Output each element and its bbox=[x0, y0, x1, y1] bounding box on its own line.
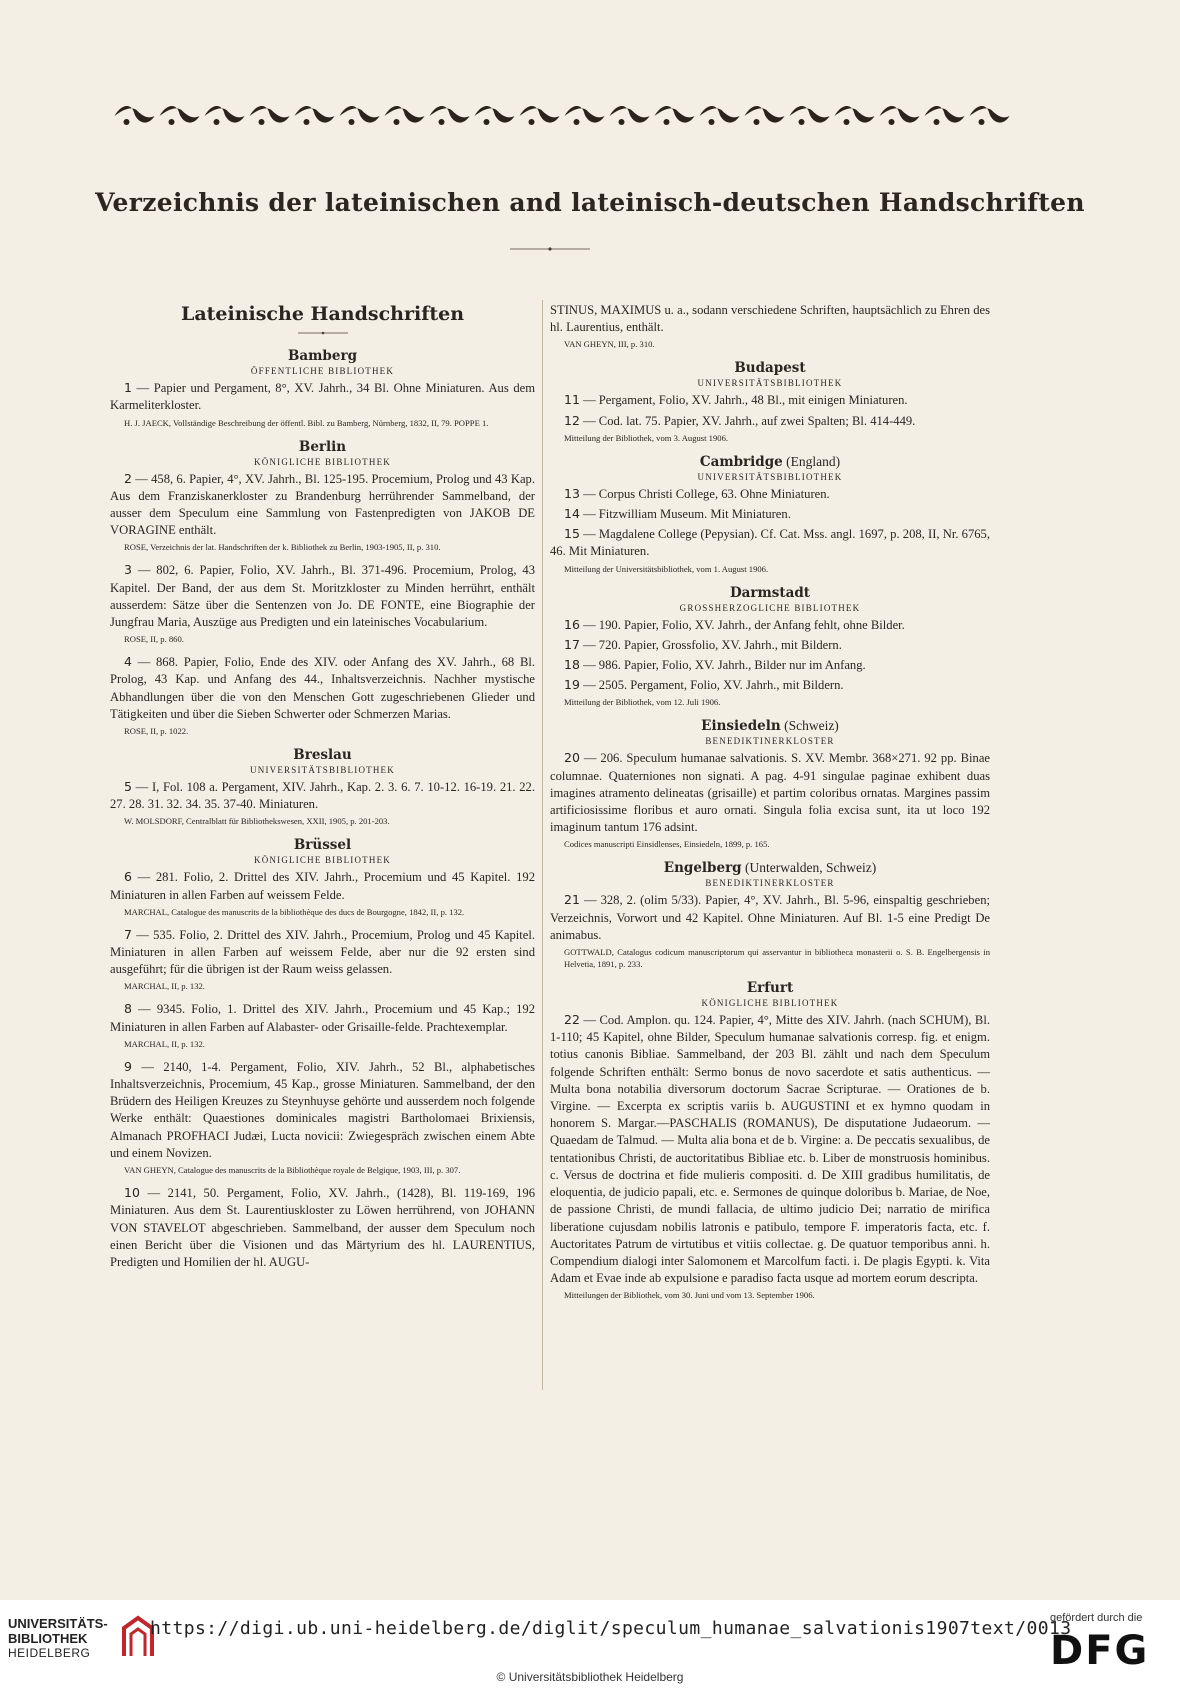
entry-number: 20 bbox=[564, 750, 580, 766]
entry-text: — 2505. Pergament, Folio, XV. Jahrh., mit Bildern. bbox=[583, 678, 844, 693]
entry-number: 7 bbox=[124, 926, 132, 942]
entry-reference: W. MOLSDORF, Centralblatt für Bibliothekswesen, XXII, 1905, p. 201-203. bbox=[124, 816, 390, 827]
manuscript-entry bbox=[110, 1058, 535, 1162]
institution-name: KÖNIGLICHE BIBLIOTHEK bbox=[701, 998, 839, 1009]
entry-text: — Cod. lat. 75. Papier, XV. Jahrh., auf zwei Spalten; Bl. 414-449. bbox=[583, 413, 916, 428]
institution-name: UNIVERSITÄTSBIBLIOTHEK bbox=[250, 765, 395, 776]
manuscript-entry bbox=[550, 616, 990, 634]
viewer-footer bbox=[0, 1600, 1180, 1691]
entry-text: — Fitzwilliam Museum. Mit Miniaturen. bbox=[583, 507, 791, 522]
city-name: Erfurt bbox=[746, 980, 794, 997]
entry-number: 5 bbox=[124, 779, 132, 795]
right-entries bbox=[550, 359, 990, 1301]
ornament-leaf bbox=[790, 106, 830, 125]
ornament-leaf bbox=[925, 106, 965, 125]
manuscript-entry bbox=[550, 391, 990, 409]
entry-text: — Corpus Christi College, 63. Ohne Miniaturen. bbox=[583, 486, 830, 501]
entry-text: — 2140, 1-4. Pergament, Folio, XIV. Jahrh., 52 Bl., alphabetisches Inhaltsverzeichnis, Procemium, 45 Kap., grosse Miniaturen. Sammelband, der den Brüdern des Heiligen Kreuzes zu Steynhuyse gehörte und ausserdem noch folgende Werke enthält: Quaestiones dominicales magistri Bartholomaei Brixiensis, Almanach PROFHACI Judæi, Lucta novicii: Zwiegespräch zwischen einem Abte und einem Novizen. bbox=[110, 1059, 535, 1160]
entry-number: 1 bbox=[124, 380, 132, 396]
entry-text: — 802, 6. Papier, Folio, XV. Jahrh., Bl. 371-496. Procemium, Prolog, 43 Kapitel. Der Band, der aus dem St. Moritzkloster zu Minden herrührt, enthält ausserdem: Sätze über die Sentenzen von Jo. DE FONTE, eine Biographie der Jungfrau Maria, Auszüge aus Predigten und ein lateinisches Vocabularium. bbox=[110, 563, 535, 630]
logo-line-2: BIBLIOTHEK bbox=[8, 1631, 88, 1646]
entry-number: 18 bbox=[564, 657, 580, 673]
manuscript-entry bbox=[550, 505, 990, 523]
entry-number: 16 bbox=[564, 616, 580, 632]
ornament-leaf bbox=[385, 106, 425, 125]
city-heading bbox=[550, 859, 990, 877]
ornament-leaf bbox=[520, 106, 560, 125]
ornament-leaf bbox=[880, 106, 920, 125]
city-name: Brüssel bbox=[293, 837, 352, 854]
entry-text: — 328, 2. (olim 5/33). Papier, 4°, XV. Jahrh., Bl. 5-96, einspaltig geschrieben; Verzeichnis, Vorwort und 42 Kapitel. Ohne Miniaturen. Auf Bl. 1-5 eine Predigt De animabus. bbox=[550, 893, 990, 942]
ornament-leaf bbox=[475, 106, 515, 125]
city-name: Berlin bbox=[298, 438, 347, 455]
left-entries bbox=[110, 347, 535, 1273]
city-region: (England) bbox=[782, 453, 841, 469]
entry-number: 9 bbox=[124, 1058, 132, 1074]
entry-text: — 986. Papier, Folio, XV. Jahrh., Bilder nur im Anfang. bbox=[583, 658, 866, 673]
section-rule bbox=[298, 329, 348, 337]
entry-reference: VAN GHEYN, Catalogue des manuscrits de la Bibliothèque royale de Belgique, 1903, III, p. 307. bbox=[124, 1165, 461, 1176]
entry-text: — 2141, 50. Pergament, Folio, XV. Jahrh., (1428), Bl. 119-169, 196 Miniaturen. Aus dem St. Laurentiuskloster zu Löwen herrührend, von JOHANN VON STAVELOT abgeschrieben. Sammelband, der ausser dem Speculum noch einen Bericht über die Visionen und das Märtyrium des hl. LAURENTIUS, Predigten und Homilien der hl. AUGU- bbox=[110, 1186, 535, 1269]
entry-reference: ROSE, Verzeichnis der lat. Handschriften der k. Bibliothek zu Berlin, 1903-1905, II, p. 310. bbox=[124, 542, 441, 553]
entry-text: — Pergament, Folio, XV. Jahrh., 48 Bl., mit einigen Miniaturen. bbox=[583, 393, 908, 408]
ornament-leaf bbox=[610, 106, 650, 125]
entry-number: 21 bbox=[564, 892, 580, 908]
city-heading bbox=[550, 717, 990, 735]
entry-number: 6 bbox=[124, 869, 132, 885]
manuscript-entry bbox=[110, 561, 535, 631]
city-region: (Schweiz) bbox=[780, 718, 839, 734]
logo-line-3: HEIDELBERG bbox=[8, 1646, 91, 1660]
entry-text: — Cod. Amplon. qu. 124. Papier, 4°, Mitte des XIV. Jahrh. (nach SCHUM), Bl. 1-110; 45 Kapitel, ohne Bilder, Speculum humanae salvationis corresp. fig. et enigm. totius canonis Bibliae. Sammelband, der 203 Bl. zählt und nach dem Speculum folgende Schriften enthält: Sermo bonus de novo sacerdote et satis authenticus. — Multa bona notabilia diversorum doctorum Sacrae Scripturae. — Orationes de b. Virgine. — Excerpta ex scriptis variis b. AUGUSTINI et ex hymno quodam in honorem S. Margar.—PASCHALIS (ROMANUS), De disputatione Judaeorum. — Quaedam de Talmud. — Multa alia bona et de b. Virgine: a. De peccatis sexualibus, de tentationibus Christi, de auctoritatibus Bibliae etc. b. Liber de monstruosis hominibus. c. Versus de doctrina et fide mulieris compositi. d. De XIII gradibus humilitatis, de eloquentia, de judicio papali, etc. e. Sermones de quinque doloribus b. Mariae, de Noe, de passione Christi, de mundi fallacia, de ultimo judicio Dei; narratio de mirifica liberatione cujusdam nobilis latronis e patibulo, tempore F. imperatoris facta, etc. f. Auctoritates Patrum de virtutibus et vitiis collectae. g. De quatuor temporibus anni. h. Compendium dialogi inter Salomonem et Marcolfum facti. i. De plagis Egypti. k. Vita Adam et Evae inde ab expulsione e paradiso facta usque ad mortem eorum descripta. bbox=[550, 1013, 990, 1286]
entry-reference: Codices manuscripti Einsidlenses, Einsiedeln, 1899, p. 165. bbox=[564, 839, 770, 850]
entry-number: 3 bbox=[124, 562, 132, 578]
entry-text: — Papier und Pergament, 8°, XV. Jahrh., 34 Bl. Ohne Miniaturen. Aus dem Karmeliterkloster. bbox=[110, 381, 536, 413]
manuscript-entry bbox=[550, 656, 990, 674]
entry-text: — 868. Papier, Folio, Ende des XIV. oder Anfang des XV. Jahrh., 68 Bl. Prolog, 43 Kap. und Anfang des 44., Inhaltsverzeichnis. Nachher mystische Abhandlungen über die von den Menschen Gott zugeschriebenen Glieder und Tätigkeiten und über die Sieben Schwerter oder Schmerzen Marias. bbox=[110, 655, 535, 721]
manuscript-entry bbox=[550, 891, 990, 944]
copyright-notice: © Universitätsbibliothek Heidelberg bbox=[496, 1670, 684, 1684]
entry-text: — 458, 6. Papier, 4°, XV. Jahrh., Bl. 125-195. Procemium, Prolog und 43 Kap. Aus dem Franziskanerkloster zu Brandenburg herrührender Sammelband, der ausser dem Speculum eine Sammlung von Fastenpredigten von JAKOB DE VORAGINE enthält. bbox=[110, 471, 535, 538]
entry-text: — 190. Papier, Folio, XV. Jahrh., der Anfang fehlt, ohne Bilder. bbox=[583, 617, 905, 632]
entry-number: 4 bbox=[124, 654, 132, 670]
city-name: Einsiedeln bbox=[701, 718, 781, 735]
manuscript-entry bbox=[550, 749, 990, 836]
ornament-leaf bbox=[565, 106, 605, 125]
continued-entry-text: STINUS, MAXIMUS u. a., sodann verschiedene Schriften, hauptsächlich zu Ehren des hl. Laurentius, enthält. bbox=[550, 303, 990, 335]
entry-text: — 281. Folio, 2. Drittel des XIV. Jahrh., Procemium und 45 Kapitel. 192 Miniaturen in allen Farben auf weissem Felde. bbox=[110, 870, 535, 902]
ornament-leaf bbox=[835, 106, 875, 125]
city-name: Bamberg bbox=[287, 348, 358, 365]
entry-number: 17 bbox=[564, 636, 580, 652]
city-heading bbox=[550, 584, 990, 602]
manuscript-entry bbox=[110, 653, 535, 723]
city-heading bbox=[110, 438, 535, 456]
entry-reference: Mitteilungen der Bibliothek, vom 30. Juni und vom 13. September 1906. bbox=[564, 1290, 815, 1301]
city-heading bbox=[550, 979, 990, 997]
entry-reference: ROSE, II, p. 860. bbox=[124, 634, 184, 645]
entry-text: — I, Fol. 108 a. Pergament, XIV. Jahrh., Kap. 2. 3. 6. 7. 10-12. 16-19. 21. 22. 27. 28. 31. 32. 34. 35. 37-40. Miniaturen. bbox=[110, 780, 535, 812]
city-name: Darmstadt bbox=[729, 584, 811, 601]
entry-number: 13 bbox=[564, 485, 580, 501]
city-name: Engelberg bbox=[663, 860, 742, 877]
university-library-logo[interactable] bbox=[8, 1616, 128, 1661]
entry-text: — 9345. Folio, 1. Drittel des XIV. Jahrh., Procemium und 45 Kap.; 192 Miniaturen in allen Farben auf Alabaster- oder Grisaille-felde. Prachtexemplar. bbox=[110, 1002, 535, 1034]
funding-note: gefördert durch die bbox=[1050, 1612, 1143, 1624]
city-name: Budapest bbox=[734, 360, 806, 377]
ornament-leaf bbox=[340, 106, 380, 125]
manuscript-entry bbox=[550, 676, 990, 694]
institution-name: ÖFFENTLICHE BIBLIOTHEK bbox=[250, 366, 395, 377]
entry-reference: ROSE, II, p. 1022. bbox=[124, 726, 189, 737]
entry-text: — 535. Folio, 2. Drittel des XIV. Jahrh., Procemium, Prolog und 45 Kapitel. Miniaturen in allen Farben auf weissem Felde, aber nur die 92 ersten sind ausgeführt; für die übrigen ist der Raum weiss gelassen. bbox=[110, 927, 535, 977]
institution-name: BENEDIKTINERKLOSTER bbox=[705, 736, 835, 747]
institution-name: BENEDIKTINERKLOSTER bbox=[705, 878, 835, 889]
manuscript-entry bbox=[550, 525, 990, 560]
ornament-leaf bbox=[430, 106, 470, 125]
manuscript-entry bbox=[110, 926, 535, 979]
ornament-leaf bbox=[160, 106, 200, 125]
manuscript-entry bbox=[110, 868, 535, 903]
city-heading bbox=[550, 359, 990, 377]
entry-reference: Mitteilung der Universitätsbibliothek, vom 1. August 1906. bbox=[564, 563, 769, 574]
manuscript-entry bbox=[550, 485, 990, 503]
right-column bbox=[550, 302, 990, 1309]
ornament-leaf bbox=[205, 106, 245, 125]
column-separator bbox=[542, 300, 543, 1390]
entry-text: — 720. Papier, Grossfolio, XV. Jahrh., mit Bildern. bbox=[583, 637, 842, 652]
entry-reference: MARCHAL, II, p. 132. bbox=[124, 981, 205, 992]
entry-number: 11 bbox=[564, 392, 580, 408]
ornament-border bbox=[112, 100, 1012, 130]
city-heading bbox=[110, 746, 535, 764]
entry-number: 14 bbox=[564, 506, 580, 522]
city-name: Cambridge bbox=[699, 453, 783, 470]
entry-reference: Mitteilung der Bibliothek, vom 3. August 1906. bbox=[564, 432, 729, 443]
ornament-leaf bbox=[970, 106, 1010, 125]
entry-text: — 206. Speculum humanae salvationis. S. XV. Membr. 368×271. 92 pp. Binae columnae. Quaterniones non signati. A pag. 4-91 singulae paginae exhibent duas imagines atramento delineatas (grisaille) et partim coloribus ornatas. Margines passim artificiosissime floribus et auro ornati. Singula folia excisa sunt, ita ut loco 192 imaginum tantum 176 adsint. bbox=[550, 751, 990, 835]
continued-entry-reference: VAN GHEYN, III, p. 310. bbox=[564, 339, 655, 350]
entry-number: 15 bbox=[564, 526, 580, 542]
city-heading bbox=[550, 453, 990, 471]
institution-name: KÖNIGLICHE BIBLIOTHEK bbox=[254, 855, 391, 866]
entry-text: — Magdalene College (Pepysian). Cf. Cat. Mss. angl. 1697, p. 208, II, Nr. 6765, 46. Mit Miniaturen. bbox=[550, 527, 990, 559]
title-rule bbox=[510, 244, 590, 254]
ornament-leaf bbox=[250, 106, 290, 125]
entry-number: 22 bbox=[564, 1012, 580, 1028]
entry-reference: MARCHAL, II, p. 132. bbox=[124, 1038, 205, 1049]
ornament-leaf bbox=[655, 106, 695, 125]
entry-number: 2 bbox=[124, 470, 132, 486]
entry-reference: Mitteilung der Bibliothek, vom 12. Juli 1906. bbox=[564, 697, 721, 708]
ornament-leaf bbox=[115, 106, 155, 125]
permalink-url[interactable]: https://digi.ub.uni-heidelberg.de/diglit/speculum_humanae_salvationis1907text/0013 bbox=[150, 1618, 1072, 1639]
entry-reference: GOTTWALD, Catalogus codicum manuscriptorum qui asservantur in bibliotheca monasterii o. S. B. Engelbergensis in Helvetia, 1891, p. 233. bbox=[564, 947, 990, 970]
institution-name: UNIVERSITÄTSBIBLIOTHEK bbox=[697, 378, 843, 389]
city-heading bbox=[110, 347, 535, 365]
section-title: Lateinische Handschriften bbox=[180, 303, 465, 325]
entry-number: 10 bbox=[124, 1185, 140, 1201]
entry-number: 12 bbox=[564, 412, 580, 428]
logo-line-1: UNIVERSITÄTS- bbox=[8, 1616, 108, 1631]
manuscript-entry bbox=[550, 1011, 990, 1287]
institution-name: KÖNIGLICHE BIBLIOTHEK bbox=[254, 456, 391, 467]
left-column bbox=[110, 300, 535, 1273]
manuscript-entry bbox=[110, 470, 535, 540]
city-name: Breslau bbox=[293, 747, 352, 764]
city-heading bbox=[110, 836, 535, 854]
entry-reference: H. J. JAECK, Vollständige Beschreibung der öffentl. Bibl. zu Bamberg, Nürnberg, 1832, II, 79. POPPE 1. bbox=[124, 417, 489, 428]
manuscript-entry bbox=[110, 1184, 535, 1271]
manuscript-entry bbox=[110, 778, 535, 813]
ornament-leaf bbox=[745, 106, 785, 125]
institution-name: UNIVERSITÄTSBIBLIOTHEK bbox=[697, 471, 843, 482]
ornament-leaf bbox=[295, 106, 335, 125]
manuscript-entry bbox=[110, 1000, 535, 1035]
entry-number: 19 bbox=[564, 677, 580, 693]
manuscript-entry bbox=[110, 379, 535, 414]
dfg-logo[interactable]: DFG bbox=[1050, 1628, 1150, 1674]
entry-number: 8 bbox=[124, 1001, 132, 1017]
ornament-leaf bbox=[700, 106, 740, 125]
city-region: (Unterwalden, Schweiz) bbox=[741, 860, 877, 876]
page-title: Verzeichnis der lateinischen and lateinisch-deutschen Handschriften bbox=[95, 188, 1085, 217]
manuscript-entry bbox=[550, 636, 990, 654]
manuscript-entry bbox=[550, 412, 990, 430]
institution-name: GROSSHERZOGLICHE BIBLIOTHEK bbox=[679, 602, 861, 613]
entry-reference: MARCHAL, Catalogue des manuscrits de la bibliothèque des ducs de Bourgogne, 1842, II, p. 132. bbox=[124, 906, 465, 917]
